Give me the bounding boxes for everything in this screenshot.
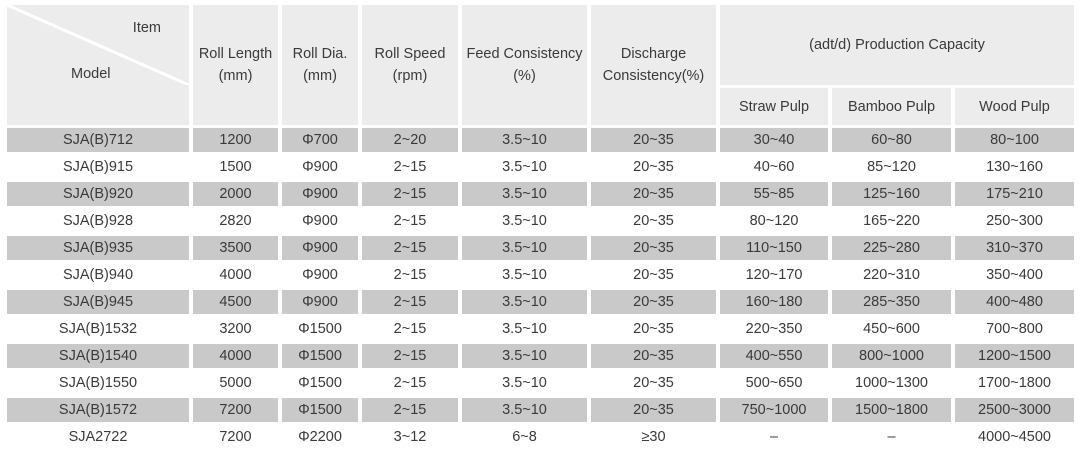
straw-pulp-cell: 500~650 bbox=[720, 371, 828, 395]
col-header-straw-pulp: Straw Pulp bbox=[720, 88, 828, 125]
feed-consistency-cell: 3.5~10 bbox=[462, 236, 587, 260]
roll-length-cell: 4500 bbox=[193, 290, 278, 314]
table-row bbox=[7, 371, 1074, 395]
discharge-consistency-cell: 20~35 bbox=[591, 344, 716, 368]
straw-pulp-cell: – bbox=[720, 425, 828, 449]
roll-speed-cell: 3~12 bbox=[362, 425, 458, 449]
discharge-consistency-cell: 20~35 bbox=[591, 290, 716, 314]
model-cell: SJA(B)940 bbox=[7, 263, 189, 287]
roll-speed-cell: 2~15 bbox=[362, 263, 458, 287]
feed-consistency-cell: 3.5~10 bbox=[462, 317, 587, 341]
roll-speed-cell: 2~15 bbox=[362, 344, 458, 368]
roll-length-cell: 2000 bbox=[193, 182, 278, 206]
col-header-roll-dia bbox=[282, 5, 358, 125]
wood-pulp-cell: 175~210 bbox=[955, 182, 1074, 206]
model-cell: SJA(B)928 bbox=[7, 209, 189, 233]
roll-dia-cell: Φ900 bbox=[282, 182, 358, 206]
roll-speed-cell: 2~15 bbox=[362, 182, 458, 206]
discharge-consistency-cell: 20~35 bbox=[591, 155, 716, 179]
model-cell: SJA2722 bbox=[7, 425, 189, 449]
discharge-consistency-cell: 20~35 bbox=[591, 209, 716, 233]
discharge-consistency-cell: 20~35 bbox=[591, 236, 716, 260]
col-header-feed-consistency bbox=[462, 5, 587, 125]
table-row bbox=[7, 425, 1074, 449]
straw-pulp-cell: 30~40 bbox=[720, 128, 828, 152]
wood-pulp-cell: 4000~4500 bbox=[955, 425, 1074, 449]
col-header-discharge-line1: Discharge bbox=[620, 46, 687, 62]
straw-pulp-cell: 750~1000 bbox=[720, 398, 828, 422]
roll-speed-cell: 2~15 bbox=[362, 317, 458, 341]
table-row bbox=[7, 128, 1074, 152]
model-cell: SJA(B)920 bbox=[7, 182, 189, 206]
roll-dia-cell: Φ1500 bbox=[282, 398, 358, 422]
roll-dia-cell: Φ700 bbox=[282, 128, 358, 152]
col-header-discharge-line2: Consistency(%) bbox=[602, 68, 705, 84]
roll-length-cell: 3500 bbox=[193, 236, 278, 260]
feed-consistency-cell: 3.5~10 bbox=[462, 371, 587, 395]
roll-length-cell: 4000 bbox=[193, 344, 278, 368]
feed-consistency-cell: 3.5~10 bbox=[462, 209, 587, 233]
roll-dia-cell: Φ2200 bbox=[282, 425, 358, 449]
discharge-consistency-cell: 20~35 bbox=[591, 317, 716, 341]
feed-consistency-cell: 3.5~10 bbox=[462, 290, 587, 314]
wood-pulp-cell: 1200~1500 bbox=[955, 344, 1074, 368]
table-row bbox=[7, 398, 1074, 422]
roll-speed-cell: 2~15 bbox=[362, 155, 458, 179]
roll-dia-cell: Φ900 bbox=[282, 236, 358, 260]
wood-pulp-cell: 2500~3000 bbox=[955, 398, 1074, 422]
feed-consistency-cell: 3.5~10 bbox=[462, 128, 587, 152]
model-cell: SJA(B)935 bbox=[7, 236, 189, 260]
roll-length-cell: 4000 bbox=[193, 263, 278, 287]
straw-pulp-cell: 220~350 bbox=[720, 317, 828, 341]
roll-dia-cell: Φ1500 bbox=[282, 317, 358, 341]
straw-pulp-cell: 80~120 bbox=[720, 209, 828, 233]
col-header-production-capacity: (adt/d) Production Capacity bbox=[720, 5, 1074, 85]
model-cell: SJA(B)712 bbox=[7, 128, 189, 152]
wood-pulp-cell: 250~300 bbox=[955, 209, 1074, 233]
roll-speed-cell: 2~15 bbox=[362, 371, 458, 395]
roll-length-cell: 1200 bbox=[193, 128, 278, 152]
straw-pulp-cell: 120~170 bbox=[720, 263, 828, 287]
bamboo-pulp-cell: 800~1000 bbox=[832, 344, 951, 368]
model-label: Model bbox=[71, 66, 111, 82]
wood-pulp-cell: 130~160 bbox=[955, 155, 1074, 179]
model-cell: SJA(B)1550 bbox=[7, 371, 189, 395]
table-row bbox=[7, 182, 1074, 206]
item-model-corner-cell bbox=[7, 5, 189, 125]
discharge-consistency-cell: ≥30 bbox=[591, 425, 716, 449]
roll-length-cell: 1500 bbox=[193, 155, 278, 179]
bamboo-pulp-cell: 285~350 bbox=[832, 290, 951, 314]
item-label: Item bbox=[132, 20, 161, 36]
model-cell: SJA(B)1572 bbox=[7, 398, 189, 422]
feed-consistency-cell: 6~8 bbox=[462, 425, 587, 449]
table-row bbox=[7, 290, 1074, 314]
discharge-consistency-cell: 20~35 bbox=[591, 371, 716, 395]
roll-length-cell: 2820 bbox=[193, 209, 278, 233]
straw-pulp-cell: 55~85 bbox=[720, 182, 828, 206]
bamboo-pulp-cell: 125~160 bbox=[832, 182, 951, 206]
bamboo-pulp-cell: 85~120 bbox=[832, 155, 951, 179]
wood-pulp-cell: 1700~1800 bbox=[955, 371, 1074, 395]
col-header-roll-speed bbox=[362, 5, 458, 125]
wood-pulp-cell: 400~480 bbox=[955, 290, 1074, 314]
wood-pulp-cell: 310~370 bbox=[955, 236, 1074, 260]
col-header-bamboo-pulp: Bamboo Pulp bbox=[832, 88, 951, 125]
bamboo-pulp-cell: – bbox=[832, 425, 951, 449]
wood-pulp-cell: 80~100 bbox=[955, 128, 1074, 152]
roll-speed-cell: 2~15 bbox=[362, 290, 458, 314]
roll-length-cell: 5000 bbox=[193, 371, 278, 395]
model-cell: SJA(B)1532 bbox=[7, 317, 189, 341]
table-row bbox=[7, 236, 1074, 260]
roll-speed-cell: 2~15 bbox=[362, 236, 458, 260]
feed-consistency-cell: 3.5~10 bbox=[462, 155, 587, 179]
roll-dia-cell: Φ1500 bbox=[282, 371, 358, 395]
col-header-roll-speed-line2: (rpm) bbox=[392, 68, 428, 84]
col-header-roll-speed-line1: Roll Speed bbox=[374, 46, 446, 62]
col-header-wood-pulp: Wood Pulp bbox=[955, 88, 1074, 125]
table-row bbox=[7, 209, 1074, 233]
bamboo-pulp-cell: 1500~1800 bbox=[832, 398, 951, 422]
bamboo-pulp-cell: 225~280 bbox=[832, 236, 951, 260]
feed-consistency-cell: 3.5~10 bbox=[462, 182, 587, 206]
bamboo-pulp-cell: 165~220 bbox=[832, 209, 951, 233]
spec-table-body bbox=[7, 128, 1074, 449]
wood-pulp-cell: 350~400 bbox=[955, 263, 1074, 287]
wood-pulp-cell: 700~800 bbox=[955, 317, 1074, 341]
bamboo-pulp-cell: 1000~1300 bbox=[832, 371, 951, 395]
discharge-consistency-cell: 20~35 bbox=[591, 263, 716, 287]
col-header-roll-length-line1: Roll Length bbox=[198, 46, 273, 62]
table-row bbox=[7, 344, 1074, 368]
roll-dia-cell: Φ900 bbox=[282, 263, 358, 287]
roll-dia-cell: Φ900 bbox=[282, 155, 358, 179]
straw-pulp-cell: 400~550 bbox=[720, 344, 828, 368]
col-header-roll-length bbox=[193, 5, 278, 125]
straw-pulp-cell: 160~180 bbox=[720, 290, 828, 314]
roll-speed-cell: 2~15 bbox=[362, 398, 458, 422]
roll-speed-cell: 2~15 bbox=[362, 209, 458, 233]
straw-pulp-cell: 110~150 bbox=[720, 236, 828, 260]
model-cell: SJA(B)915 bbox=[7, 155, 189, 179]
bamboo-pulp-cell: 220~310 bbox=[832, 263, 951, 287]
feed-consistency-cell: 3.5~10 bbox=[462, 344, 587, 368]
col-header-discharge-consistency bbox=[591, 5, 716, 125]
model-cell: SJA(B)1540 bbox=[7, 344, 189, 368]
discharge-consistency-cell: 20~35 bbox=[591, 398, 716, 422]
roll-length-cell: 3200 bbox=[193, 317, 278, 341]
model-cell: SJA(B)945 bbox=[7, 290, 189, 314]
bamboo-pulp-cell: 60~80 bbox=[832, 128, 951, 152]
bamboo-pulp-cell: 450~600 bbox=[832, 317, 951, 341]
roll-length-cell: 7200 bbox=[193, 398, 278, 422]
discharge-consistency-cell: 20~35 bbox=[591, 128, 716, 152]
roll-speed-cell: 2~20 bbox=[362, 128, 458, 152]
table-row bbox=[7, 263, 1074, 287]
roll-dia-cell: Φ900 bbox=[282, 290, 358, 314]
roll-length-cell: 7200 bbox=[193, 425, 278, 449]
straw-pulp-cell: 40~60 bbox=[720, 155, 828, 179]
feed-consistency-cell: 3.5~10 bbox=[462, 263, 587, 287]
spec-table bbox=[3, 2, 1078, 452]
col-header-roll-dia-line2: (mm) bbox=[303, 68, 337, 84]
col-header-feed-consistency-line1: Feed Consistency bbox=[466, 46, 583, 62]
col-header-roll-length-line2: (mm) bbox=[218, 68, 253, 84]
table-row bbox=[7, 155, 1074, 179]
roll-dia-cell: Φ900 bbox=[282, 209, 358, 233]
roll-dia-cell: Φ1500 bbox=[282, 344, 358, 368]
feed-consistency-cell: 3.5~10 bbox=[462, 398, 587, 422]
col-header-roll-dia-line1: Roll Dia. bbox=[292, 46, 348, 62]
table-row bbox=[7, 317, 1074, 341]
col-header-feed-consistency-line2: (%) bbox=[513, 68, 536, 84]
discharge-consistency-cell: 20~35 bbox=[591, 182, 716, 206]
